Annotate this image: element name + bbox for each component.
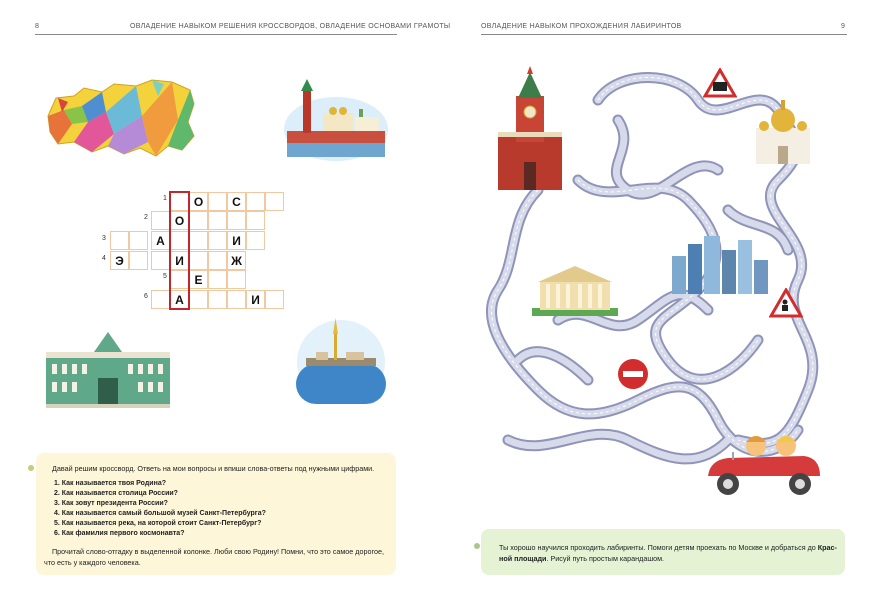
row-number-5: 5 [163, 273, 167, 280]
question-2: 2. Как называется столица России? [54, 490, 178, 497]
crossword-cell[interactable] [227, 270, 246, 289]
page-number-right: 9 [841, 23, 845, 30]
crossword-cell[interactable]: О [189, 192, 208, 211]
maze-task-text-a: Ты хорошо научился проходить лабиринты. Помоги детям проехать по Москве и добраться до [499, 543, 818, 552]
crossword-cell[interactable]: Ж [227, 251, 246, 270]
railway-crossing-sign [703, 68, 737, 98]
peter-paul-fortress-picture [296, 318, 386, 404]
crossword-cell[interactable] [246, 211, 265, 230]
task-bullet-left [28, 465, 34, 471]
car-with-children-picture [704, 432, 822, 498]
crossword-cell[interactable] [189, 231, 208, 250]
task-bullet-right [474, 543, 480, 549]
crossword-cell[interactable] [208, 270, 227, 289]
crossword-cell[interactable] [208, 192, 227, 211]
right-header-rule [481, 34, 847, 35]
task-intro: Давай решим кроссворд. Ответь на мои вопросы и впиши слова-ответы под нужными цифрами. [52, 464, 375, 473]
crossword-cell[interactable] [170, 270, 189, 289]
right-header: ОВЛАДЕНИЕ НАВЫКОМ ПРОХОЖДЕНИЯ ЛАБИРИНТОВ [481, 23, 682, 30]
roadwork-sign [769, 288, 803, 318]
moscow-city-picture [670, 234, 770, 294]
row-number-6: 6 [144, 293, 148, 300]
crossword-cell[interactable]: А [151, 231, 170, 250]
cathedral-picture [752, 98, 814, 164]
row-number-1: 1 [163, 195, 167, 202]
crossword-cell[interactable] [129, 251, 148, 270]
spasskaya-tower-picture [494, 66, 566, 190]
crossword-cell[interactable]: И [227, 231, 246, 250]
crossword-cell[interactable] [129, 231, 148, 250]
crossword-cell[interactable] [151, 211, 170, 230]
crossword-cell[interactable]: Е [189, 270, 208, 289]
question-1: 1. Как называется твоя Родина? [54, 480, 166, 487]
crossword-cell[interactable] [170, 231, 189, 250]
crossword-cell[interactable] [189, 251, 208, 270]
crossword-cell[interactable]: С [227, 192, 246, 211]
crossword-cell[interactable]: И [170, 251, 189, 270]
question-5: 5. Как называется река, на которой стоит Санкт-Петербург? [54, 520, 262, 527]
crossword-task-box [36, 453, 396, 575]
crossword-cell[interactable] [227, 211, 246, 230]
crossword-cell[interactable] [246, 192, 265, 211]
no-entry-sign [617, 358, 649, 390]
task-outro [44, 546, 394, 568]
crossword-cell[interactable] [227, 290, 246, 309]
crossword-cell[interactable] [110, 231, 129, 250]
crossword-cell[interactable] [208, 251, 227, 270]
crossword-cell[interactable]: О [170, 211, 189, 230]
row-number-4: 4 [102, 255, 106, 262]
crossword-cell[interactable] [151, 251, 170, 270]
winter-palace-picture [44, 328, 172, 410]
crossword-cell[interactable] [208, 231, 227, 250]
crossword-cell[interactable] [265, 290, 284, 309]
maze-task-text-bold: Крас- ной площади [499, 543, 837, 563]
row-number-2: 2 [144, 214, 148, 221]
question-4: 4. Как называется самый большой музей Санкт-Петербурга? [54, 510, 266, 517]
maze-task-text-b: . Рисуй путь простым карандашом. [546, 554, 665, 563]
crossword-cell[interactable]: И [246, 290, 265, 309]
crossword-cell[interactable] [246, 231, 265, 250]
crossword-cell[interactable] [265, 192, 284, 211]
question-3: 3. Как зовут президента России? [54, 500, 168, 507]
page-number-left: 8 [35, 23, 39, 30]
crossword-cell[interactable] [189, 290, 208, 309]
crossword-cell[interactable] [208, 211, 227, 230]
maze-task-box [481, 529, 845, 575]
row-number-3: 3 [102, 235, 106, 242]
crossword-cell[interactable] [151, 290, 170, 309]
maze-task-text [499, 542, 839, 564]
task-outro-line-1: Прочитай слово-отгадку в выделенной колонке. Люби свою Родину! Помни, что это самое дорогое, [52, 547, 384, 556]
question-6: 6. Как фамилия первого космонавта? [54, 530, 185, 537]
crossword-cell[interactable]: Э [110, 251, 129, 270]
crossword-cell[interactable] [189, 211, 208, 230]
crossword-cell[interactable] [170, 192, 189, 211]
crossword-cell[interactable]: А [170, 290, 189, 309]
bolshoi-theatre-picture [532, 262, 618, 316]
task-outro-line-2: что есть у каждого человека. [44, 558, 141, 567]
left-header: ОВЛАДЕНИЕ НАВЫКОМ РЕШЕНИЯ КРОССВОРДОВ, ОВЛАДЕНИЕ ОСНОВАМИ ГРАМОТЫ [130, 23, 451, 30]
crossword-cell[interactable] [208, 290, 227, 309]
